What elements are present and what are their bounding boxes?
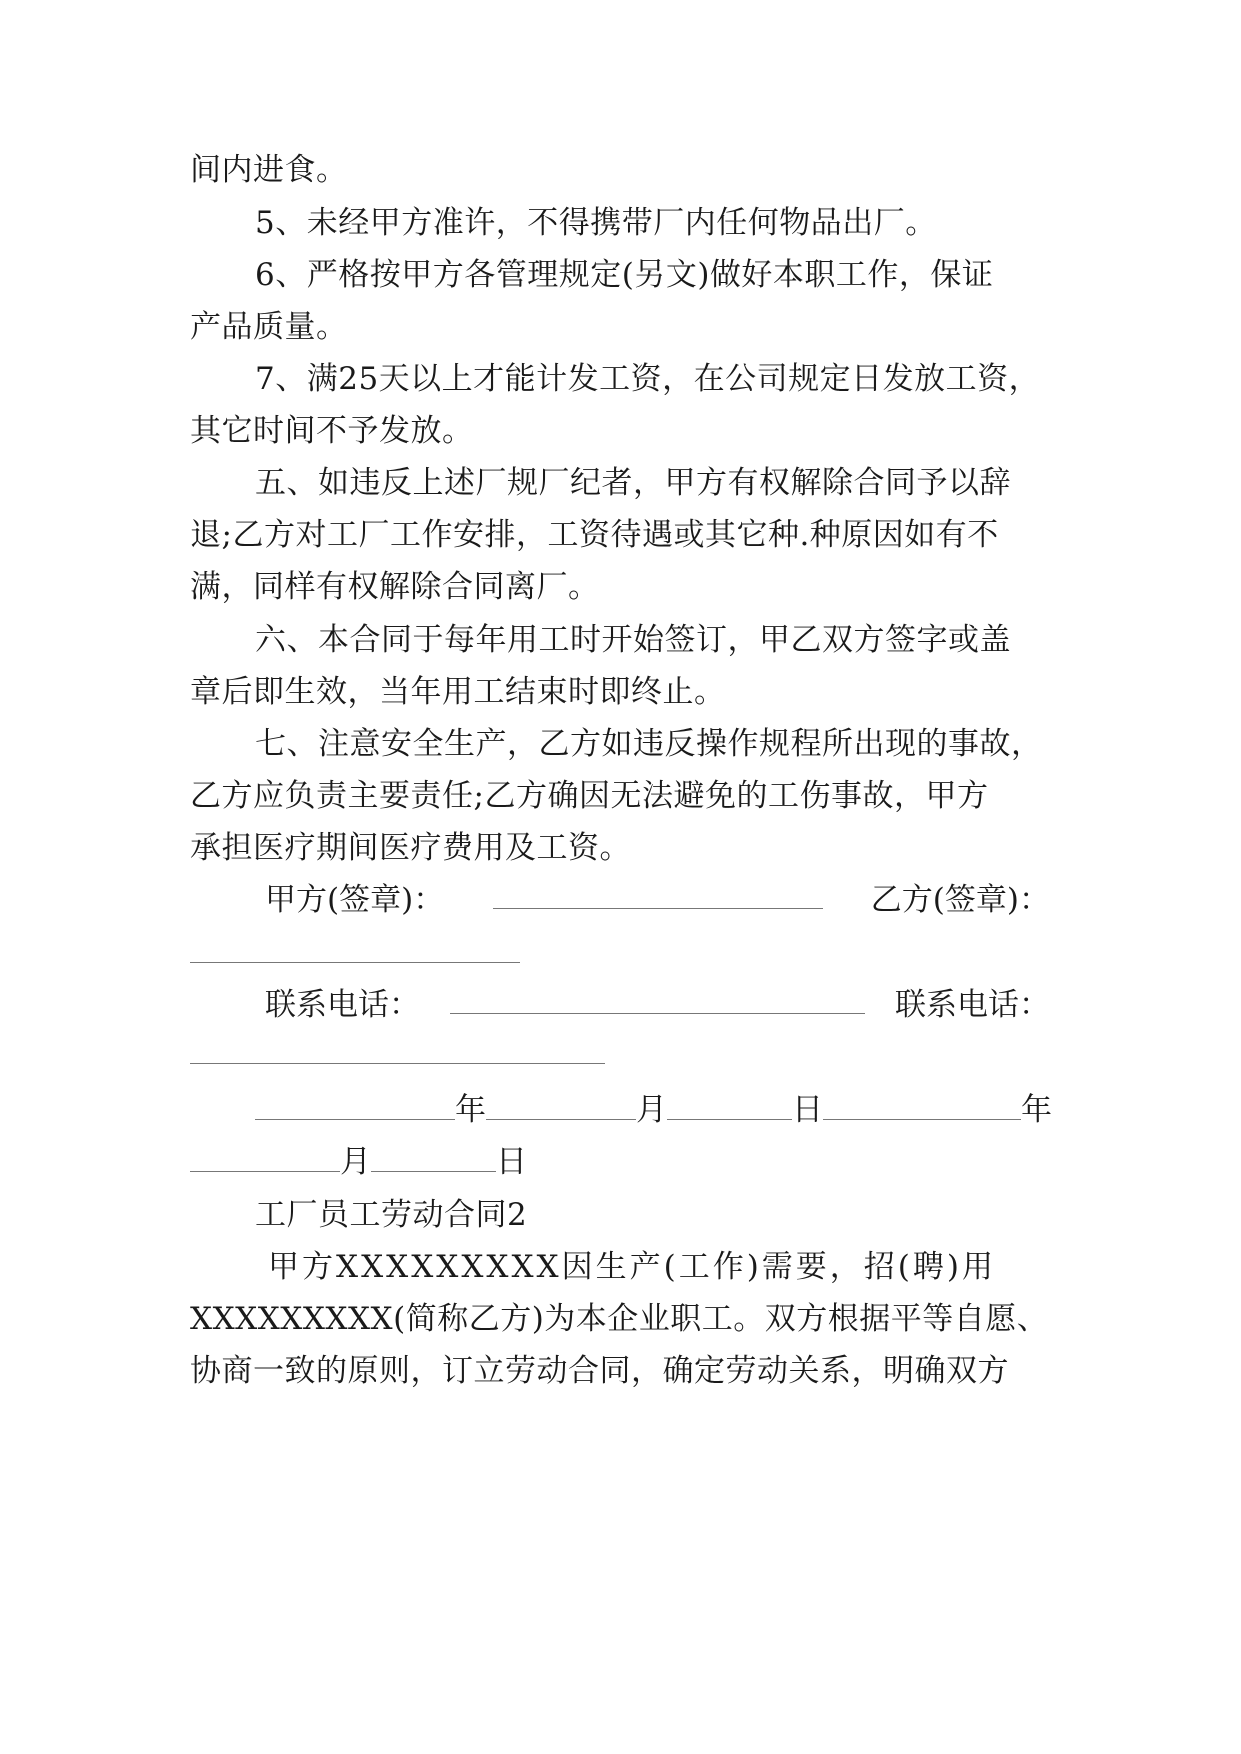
year-label: 年 (1021, 1092, 1052, 1128)
party-a-signature-blank (493, 880, 823, 909)
party-b-signature-blank (190, 962, 520, 963)
paragraph-line: 六、本合同于每年用工时开始签订，甲乙双方签字或盖 (255, 622, 1011, 658)
paragraph-line: 满，同样有权解除合同离厂。 (190, 569, 600, 605)
date-row-a (255, 1090, 1050, 1130)
party-a-signature-label: 甲方(签章)： (265, 882, 445, 918)
paragraph-line: 其它时间不予发放。 (190, 413, 474, 449)
paragraph-line: 章后即生效，当年用工结束时即终止。 (190, 674, 726, 710)
paragraph-line: 五、如违反上述厂规厂纪者，甲方有权解除合同予以辞 (255, 465, 1011, 501)
paragraph-line: 乙方应负责主要责任;乙方确因无法避免的工伤事故，甲方 (190, 778, 989, 814)
day-label: 日 (792, 1092, 823, 1128)
party-b-phone-blank (190, 1063, 605, 1064)
party-a-phone-label: 联系电话： (265, 987, 420, 1023)
paragraph-line: 间内进食。 (190, 152, 348, 188)
date-row-b (190, 1142, 1050, 1182)
paragraph-line: 产品质量。 (190, 309, 348, 345)
section-title: 工厂员工劳动合同2 (255, 1197, 528, 1233)
year-blank (255, 1091, 455, 1120)
paragraph-line: 5、未经甲方准许，不得携带厂内任何物品出厂。 (255, 205, 937, 241)
paragraph-line: XXXXXXXXX(简称乙方)为本企业职工。双方根据平等自愿、 (190, 1301, 1049, 1337)
month-label: 月 (636, 1092, 667, 1128)
signature-row (265, 880, 1050, 920)
month-blank (190, 1143, 340, 1172)
paragraph-line: 7、满25天以上才能计发工资，在公司规定日发放工资， (255, 361, 1041, 397)
day-blank (371, 1143, 496, 1172)
month-label: 月 (340, 1144, 371, 1180)
phone-row (265, 985, 1050, 1025)
party-a-phone-blank (450, 985, 865, 1014)
party-b-phone-label: 联系电话： (895, 987, 1050, 1023)
paragraph-line: 承担医疗期间医疗费用及工资。 (190, 830, 631, 866)
paragraph-line: 甲方XXXXXXXXX因生产(工作)需要，招(聘)用 (268, 1249, 996, 1285)
paragraph-line: 退;乙方对工厂工作安排，工资待遇或其它种.种原因如有不 (190, 517, 999, 553)
day-label: 日 (496, 1144, 527, 1180)
party-b-signature-label: 乙方(签章)： (870, 882, 1050, 918)
paragraph-line: 七、注意安全生产，乙方如违反操作规程所出现的事故， (255, 726, 1043, 762)
year-blank (823, 1091, 1021, 1120)
month-blank (486, 1091, 636, 1120)
year-label: 年 (455, 1092, 486, 1128)
paragraph-line: 6、严格按甲方各管理规定(另文)做好本职工作，保证 (255, 257, 994, 293)
day-blank (667, 1091, 792, 1120)
paragraph-line: 协商一致的原则，订立劳动合同，确定劳动关系，明确双方 (190, 1353, 1009, 1389)
